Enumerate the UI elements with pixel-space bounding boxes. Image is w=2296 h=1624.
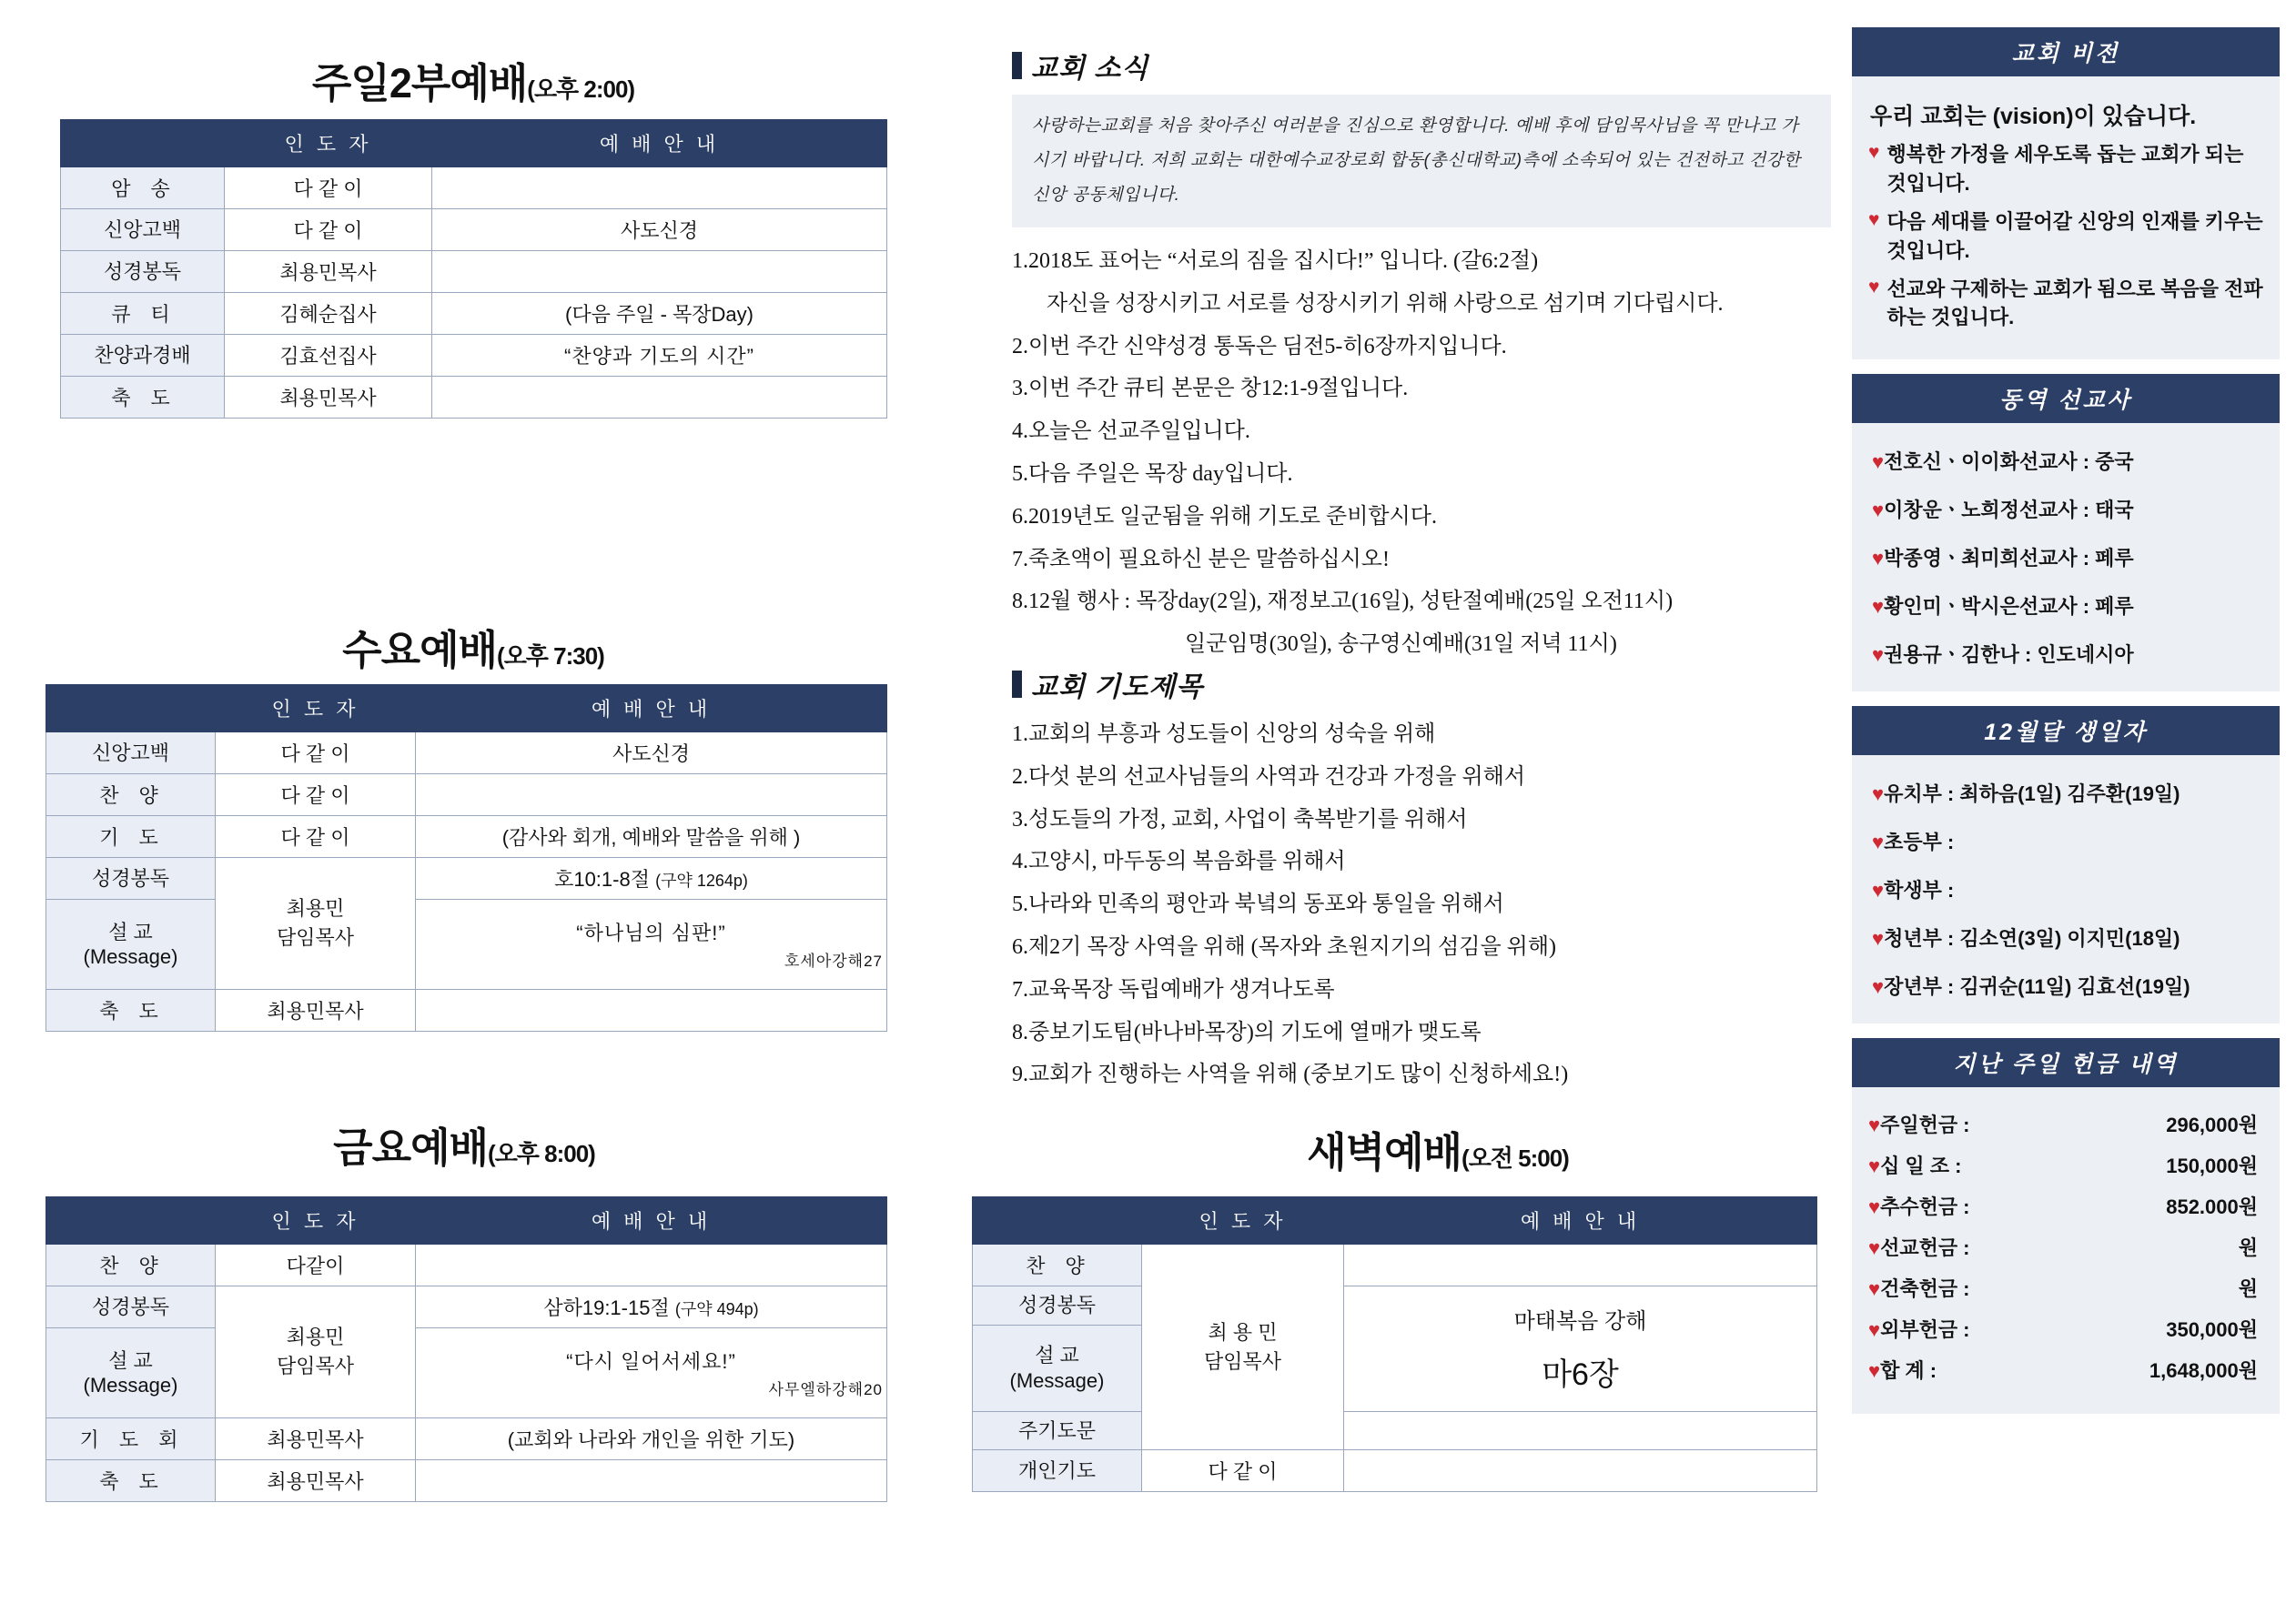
row-label: 성경봉독 [61,251,225,293]
row-leader: 최용민목사 [216,990,416,1032]
wednesday-table [46,684,887,1032]
row-leader: 다 같 이 [225,209,432,251]
row-label: 신앙고백 [61,209,225,251]
list-item: 4.오늘은 선교주일입니다. [1012,419,1250,444]
row-leader: 다 같 이 [216,732,416,774]
col-leader: 인 도 자 [1142,1197,1344,1245]
col-info: 예 배 안 내 [416,685,887,732]
table-header-row [46,1197,887,1245]
sunday2-table [60,119,887,419]
row-label: 축 도 [61,377,225,419]
row-label: 기 도 [46,816,216,858]
table-header-row [46,685,887,732]
section-bar-icon [1012,671,1022,698]
row-label: 찬 양 [46,1245,216,1286]
row-leader: 다 같 이 [225,167,432,209]
col-blank [61,120,225,167]
list-item: ♥ 다음 세대를 이끌어갈 신앙의 인재를 키우는 것입니다. [1868,207,2263,266]
table-row [973,1411,1817,1450]
row-info [1344,1245,1817,1286]
list-item: 9.교회가 진행하는 사역을 위해 (중보기도 많이 신청하세요!) [1012,1063,1569,1087]
table-row [61,209,887,251]
list-item: 6.2019년도 일군됨을 위해 기도로 준비합시다. [1012,504,1437,529]
row-label: 찬 양 [46,774,216,816]
heart-icon: ♥ [1868,208,1880,230]
list-item: 1.교회의 부흥과 성도들이 신앙의 성숙을 위해 [1012,722,1436,746]
table-row [61,377,887,419]
wednesday-title: 수요예배(오후 7:30) [342,627,604,673]
friday-table [46,1196,887,1502]
heart-icon: ♥ [1872,782,1885,806]
vision-box [1852,76,2280,359]
table-row [46,900,887,990]
offering-section [1852,1038,2280,1414]
list-item: ♥ 행복한 가정을 세우도록 돕는 교회가 되는 것입니다. [1868,140,2263,198]
prayer-list [1012,713,1831,1096]
row-info [416,774,887,816]
row-info [416,990,887,1032]
list-item: ♥이창운ㆍ노희정선교사 : 태국 [1872,499,2134,522]
table-row [1868,1185,2263,1226]
table-row [46,732,887,774]
row-info: 삼하19:1-15절 (구약 494p) [416,1286,887,1328]
list-item: 7.죽초액이 필요하신 분은 말씀하십시오! [1012,547,1390,571]
row-label: 찬양과경배 [61,335,225,377]
row-info: 사도신경 [432,209,887,251]
missionaries-box [1852,423,2280,691]
row-label: 신앙고백 [46,732,216,774]
list-item: 3.성도들의 가정, 교회, 사업이 축복받기를 위해서 [1012,807,1468,832]
list-item: 5.다음 주일은 목장 day입니다. [1012,461,1293,486]
row-info [432,167,887,209]
row-leader: 김혜순집사 [225,293,432,335]
vision-lead: 우리 교회는 (vision)이 있습니다. [1870,104,2197,129]
row-leader: 다 같 이 [1142,1450,1344,1492]
offering-amount: 1,648,000원 [2149,1359,2258,1383]
table-row [46,816,887,858]
row-leader: 다 같 이 [216,774,416,816]
heart-icon: ♥ [1868,1277,1881,1301]
table-row [973,1245,1817,1286]
list-item: ♥박종영ㆍ최미희선교사 : 페루 [1872,547,2134,570]
offering-label: ♥합 계 : [1868,1359,1937,1383]
table-row [61,167,887,209]
table-row [973,1450,1817,1492]
heart-icon: ♥ [1868,1195,1881,1219]
table-row [46,1328,887,1418]
table-row [46,1245,887,1286]
offering-amount: 원 [2238,1277,2258,1301]
row-leader: 최용민목사 [216,1460,416,1502]
missionaries-section [1852,374,2280,691]
vision-heading: 교회 비전 [1852,27,2280,76]
row-label: 축 도 [46,990,216,1032]
list-item: 8.중보기도팀(바나바목장)의 기도에 열매가 맺도록 [1012,1020,1482,1044]
table-row [1868,1308,2263,1349]
heart-icon: ♥ [1872,595,1885,619]
welcome-message: 사랑하는교회를 처음 찾아주신 여러분을 진심으로 환영합니다. 예배 후에 담임목사님을 꼭 만나고 가시기 바랍니다. 저희 교회는 대한예수교장로회 합동(총신대학교)측에 소속되어 있는 건전하고 건강한 신앙 공동체입니다. [1012,95,1831,227]
heart-icon: ♥ [1872,927,1885,951]
table-row [46,858,887,900]
list-item: ♥장년부 : 김귀순(11일) 김효선(19일) [1872,975,2190,999]
heart-icon: ♥ [1868,1318,1881,1342]
row-label: 암 송 [61,167,225,209]
dawn-title: 새벽예배(오전 5:00) [1307,1129,1569,1175]
row-info [432,251,887,293]
row-info: “찬양과 기도의 시간” [432,335,887,377]
list-item: 1.2018도 표어는 “서로의 짐을 집시다!” 입니다. (갈6:2절) 자신을 성장시키고 서로를 성장시키기 위해 사랑으로 섬기며 기다립시다. [1012,249,1724,316]
table-row [61,251,887,293]
heart-icon: ♥ [1872,643,1885,667]
left-column [0,0,946,1624]
section-bar-icon [1012,52,1022,79]
row-label: 성경봉독 [973,1286,1142,1326]
row-leader: 다같이 [216,1245,416,1286]
row-info [416,1245,887,1286]
row-label: 찬 양 [973,1245,1142,1286]
prayer-heading: 교회 기도제목 [1012,664,1831,704]
table-row [61,335,887,377]
row-label: 큐 티 [61,293,225,335]
row-info: (다음 주일 - 목장Day) [432,293,887,335]
col-blank [973,1197,1142,1245]
list-item: ♥황인미ㆍ박시은선교사 : 페루 [1872,595,2134,619]
row-leader: 최용민목사 [225,377,432,419]
list-item: 8.12월 행사 : 목장day(2일), 재정보고(16일), 성탄절예배(25일 오전11시) 일군임명(30일), 송구영신예배(31일 저녁 11시) [1012,590,1674,657]
col-info: 예 배 안 내 [416,1197,887,1245]
list-item: 7.교육목장 독립예배가 생겨나도록 [1012,977,1335,1002]
col-leader: 인 도 자 [216,1197,416,1245]
row-label: 성경봉독 [46,1286,216,1328]
list-item: ♥청년부 : 김소연(3일) 이지민(18일) [1872,927,2180,951]
row-label: 설 교 (Message) [46,1328,216,1418]
row-label: 설 교 (Message) [973,1325,1142,1411]
list-item: 3.이번 주간 큐티 본문은 창12:1-9절입니다. [1012,377,1409,401]
heart-icon: ♥ [1868,276,1880,298]
col-info: 예 배 안 내 [432,120,887,167]
list-item: ♥초등부 : [1872,831,1955,854]
table-row [46,1460,887,1502]
table-row [973,1286,1817,1326]
list-item: ♥권용규ㆍ김한나 : 인도네시아 [1872,643,2134,667]
row-leader: 최용민목사 [225,251,432,293]
col-info: 예 배 안 내 [1344,1197,1817,1245]
offering-label: ♥주일헌금 : [1868,1114,1970,1137]
row-info: 마태복음 강해 마6장 [1344,1286,1817,1412]
list-item: 2.다섯 분의 선교사님들의 사역과 건강과 가정을 위해서 [1012,764,1526,789]
heart-icon: ♥ [1868,1155,1881,1178]
heart-icon: ♥ [1872,547,1885,570]
birthdays-heading: 12월달 생일자 [1852,706,2280,755]
row-leader: 김효선집사 [225,335,432,377]
table-row [46,1286,887,1328]
table-row [46,1418,887,1460]
birthdays-box [1852,755,2280,1024]
row-label: 성경봉독 [46,858,216,900]
offering-label: ♥십 일 조 : [1868,1155,1962,1178]
offering-box [1852,1087,2280,1414]
offering-table [1868,1104,2263,1390]
friday-title: 금요예배(오후 8:00) [333,1125,595,1171]
heart-icon: ♥ [1868,1114,1881,1137]
table-row [46,990,887,1032]
table-row [1868,1349,2263,1390]
heart-icon: ♥ [1872,879,1885,903]
row-info [1344,1411,1817,1450]
row-info [416,1460,887,1502]
col-blank [46,685,216,732]
col-leader: 인 도 자 [225,120,432,167]
dawn-table [972,1196,1817,1492]
list-item: ♥ 선교와 구제하는 교회가 됨으로 복음을 전파하는 것입니다. [1868,275,2263,333]
table-row [1868,1226,2263,1267]
row-leader: 최 용 민 담임목사 [1142,1245,1344,1450]
row-info [432,377,887,419]
row-label: 개인기도 [973,1450,1142,1492]
heart-icon: ♥ [1872,450,1885,474]
table-row [1868,1145,2263,1185]
birthdays-section [1852,706,2280,1024]
heart-icon: ♥ [1868,1359,1881,1383]
heart-icon: ♥ [1872,831,1885,854]
heart-icon: ♥ [1868,142,1880,163]
offering-heading: 지난 주일 헌금 내역 [1852,1038,2280,1087]
col-blank [46,1197,216,1245]
row-label: 주기도문 [973,1411,1142,1450]
row-leader: 다 같 이 [216,816,416,858]
offering-amount: 852.000원 [2166,1195,2258,1219]
offering-label: ♥추수헌금 : [1868,1195,1970,1219]
row-leader: 최용민목사 [216,1418,416,1460]
church-news-heading: 교회 소식 [1012,45,1831,86]
missionaries-heading: 동역 선교사 [1852,374,2280,423]
offering-amount: 원 [2238,1236,2258,1260]
offering-label: ♥외부헌금 : [1868,1318,1970,1342]
row-info: (감사와 회개, 예배와 말씀을 위해 ) [416,816,887,858]
list-item: 6.제2기 목장 사역을 위해 (목자와 초원지기의 섬김을 위해) [1012,934,1557,959]
table-header-row [61,120,887,167]
row-info: 사도신경 [416,732,887,774]
right-column [1852,27,2280,1428]
table-row [61,293,887,335]
row-leader: 최용민 담임목사 [216,858,416,990]
col-leader: 인 도 자 [216,685,416,732]
sunday2-title: 주일2부예배(오후 2:00) [311,60,635,106]
table-row [1868,1267,2263,1308]
heart-icon: ♥ [1872,499,1885,522]
list-item: ♥학생부 : [1872,879,1955,903]
table-row [46,774,887,816]
offering-label: ♥선교헌금 : [1868,1236,1970,1260]
offering-amount: 150,000원 [2166,1155,2258,1178]
church-news-list [1012,240,1831,666]
row-label: 설 교 (Message) [46,900,216,990]
heart-icon: ♥ [1868,1236,1881,1260]
list-item: 5.나라와 민족의 평안과 북녘의 동포와 통일을 위해서 [1012,893,1504,917]
row-label: 축 도 [46,1460,216,1502]
offering-amount: 296,000원 [2166,1114,2258,1137]
middle-column [965,0,1847,1624]
row-info: “다시 일어서세요!” 사무엘하강해20 [416,1328,887,1418]
vision-section [1852,27,2280,359]
list-item: ♥유치부 : 최하음(1일) 김주환(19일) [1872,782,2180,806]
list-item: 4.고양시, 마두동의 복음화를 위해서 [1012,850,1346,874]
row-info [1344,1450,1817,1492]
heart-icon: ♥ [1872,975,1885,999]
offering-label: ♥건축헌금 : [1868,1277,1970,1301]
row-label: 기 도 회 [46,1418,216,1460]
row-info: 호10:1-8절 (구약 1264p) [416,858,887,900]
row-info: (교회와 나라와 개인을 위한 기도) [416,1418,887,1460]
list-item: ♥전호신ㆍ이이화선교사 : 중국 [1872,450,2134,474]
table-row [1868,1104,2263,1145]
row-leader: 최용민 담임목사 [216,1286,416,1418]
table-header-row [973,1197,1817,1245]
list-item: 2.이번 주간 신약성경 통독은 딤전5-히6장까지입니다. [1012,334,1507,358]
offering-amount: 350,000원 [2166,1318,2258,1342]
row-info: “하나님의 심판!” 호세아강해27 [416,900,887,990]
